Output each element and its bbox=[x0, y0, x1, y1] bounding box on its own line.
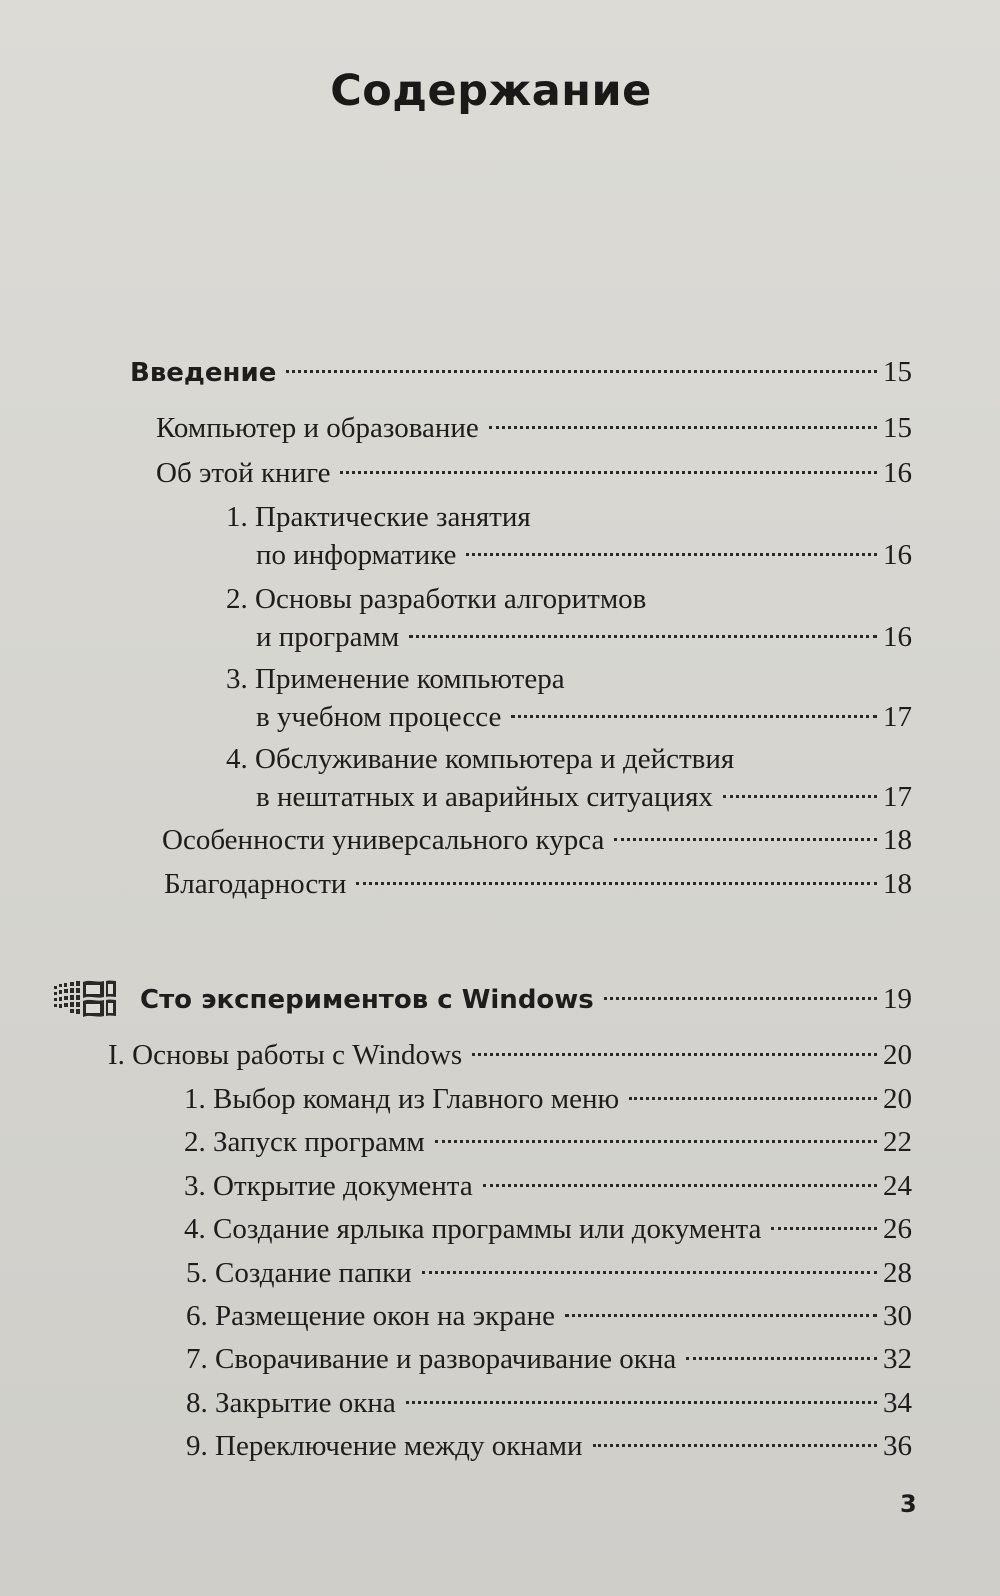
toc-label: Благодарности bbox=[164, 868, 347, 900]
toc-page-number: 34 bbox=[883, 1387, 912, 1419]
toc-label: и программ bbox=[256, 621, 400, 653]
toc-page-number: 28 bbox=[883, 1257, 912, 1289]
toc-label: 6. Размещение окон на экране bbox=[186, 1300, 555, 1332]
dot-leader bbox=[593, 1444, 877, 1447]
dot-leader bbox=[286, 370, 877, 373]
toc-entry bbox=[184, 1079, 912, 1119]
dot-leader bbox=[472, 1053, 877, 1056]
toc-page-number: 16 bbox=[883, 457, 912, 489]
toc-label: в нештатных и аварийных ситуациях bbox=[256, 781, 713, 813]
page-title: Содержание bbox=[330, 66, 652, 116]
dot-leader bbox=[435, 1140, 877, 1143]
dot-leader bbox=[483, 1184, 877, 1187]
dot-leader bbox=[565, 1314, 877, 1317]
toc-label: 2. Запуск программ bbox=[184, 1126, 425, 1158]
toc-entry bbox=[184, 1166, 912, 1206]
toc-entry bbox=[164, 864, 912, 904]
toc-page-number: 17 bbox=[883, 701, 912, 733]
toc-page-number: 36 bbox=[883, 1430, 912, 1462]
toc-entry bbox=[256, 617, 912, 657]
toc-label: 5. Создание папки bbox=[186, 1257, 412, 1289]
toc-entry-first-line: 3. Применение компьютера bbox=[226, 663, 565, 695]
toc-entry bbox=[186, 1296, 912, 1336]
dot-leader bbox=[614, 838, 877, 841]
toc-entry bbox=[184, 1209, 912, 1249]
toc-entry-first-line: 1. Практические занятия bbox=[226, 501, 531, 533]
toc-page-number: 16 bbox=[883, 621, 912, 653]
toc-entry bbox=[256, 697, 912, 737]
dot-leader bbox=[511, 715, 877, 718]
toc-page-number: 18 bbox=[883, 824, 912, 856]
toc-page-number: 20 bbox=[883, 1083, 912, 1115]
toc-heading-windows bbox=[140, 979, 912, 1019]
toc-page-number: 26 bbox=[883, 1213, 912, 1245]
toc-label: Введение bbox=[130, 358, 277, 388]
dot-leader bbox=[629, 1097, 877, 1100]
toc-entry bbox=[186, 1253, 912, 1293]
toc-label: 8. Закрытие окна bbox=[186, 1387, 396, 1419]
toc-entry bbox=[256, 535, 912, 575]
toc-label: 3. Открытие документа bbox=[184, 1170, 473, 1202]
toc-part bbox=[108, 1035, 912, 1075]
dot-leader bbox=[771, 1227, 877, 1230]
dot-leader bbox=[406, 1401, 877, 1404]
toc-entry bbox=[256, 777, 912, 817]
toc-page-number: 16 bbox=[883, 539, 912, 571]
toc-label: Об этой книге bbox=[156, 457, 331, 489]
toc-page-number: 22 bbox=[883, 1126, 912, 1158]
toc-label: Компьютер и образование bbox=[156, 412, 479, 444]
toc-entry-first-line: 4. Обслуживание компьютера и действия bbox=[226, 743, 735, 775]
toc-heading-introduction bbox=[130, 352, 912, 392]
toc-label: 4. Создание ярлыка программы или документа bbox=[184, 1213, 762, 1245]
toc-label: в учебном процессе bbox=[256, 701, 502, 733]
toc-entry bbox=[156, 408, 912, 448]
toc-entry bbox=[186, 1383, 912, 1423]
toc-page-number: 17 bbox=[883, 781, 912, 813]
toc-label: Особенности универсального курса bbox=[162, 824, 605, 856]
toc-entry bbox=[186, 1426, 912, 1466]
dot-leader bbox=[723, 795, 877, 798]
toc-entry bbox=[156, 453, 912, 493]
toc-label: 7. Сворачивание и разворачивание окна bbox=[186, 1343, 677, 1375]
toc-entry-first-line: 2. Основы разработки алгоритмов bbox=[226, 583, 647, 615]
dot-leader bbox=[409, 635, 877, 638]
toc-label: Сто экспериментов с Windows bbox=[140, 985, 594, 1015]
toc-page-number: 32 bbox=[883, 1343, 912, 1375]
dot-leader bbox=[489, 426, 877, 429]
page-number: 3 bbox=[900, 1490, 917, 1518]
toc-label: 1. Выбор команд из Главного меню bbox=[184, 1083, 620, 1115]
dot-leader bbox=[340, 471, 877, 474]
toc-page-number: 15 bbox=[883, 412, 912, 444]
toc-page-number: 30 bbox=[883, 1300, 912, 1332]
dot-leader bbox=[604, 997, 877, 1000]
toc-page-number: 24 bbox=[883, 1170, 912, 1202]
windows-logo-icon bbox=[52, 978, 118, 1022]
dot-leader bbox=[356, 882, 877, 885]
dot-leader bbox=[422, 1271, 877, 1274]
toc-entry bbox=[186, 1339, 912, 1379]
toc-page-number: 18 bbox=[883, 868, 912, 900]
dot-leader bbox=[466, 553, 877, 556]
toc-label: по информатике bbox=[256, 539, 457, 571]
toc-entry bbox=[184, 1122, 912, 1162]
dot-leader bbox=[686, 1357, 877, 1360]
toc-page-number: 20 bbox=[883, 1039, 912, 1071]
toc-entry bbox=[162, 820, 912, 860]
toc-label: I. Основы работы с Windows bbox=[108, 1039, 463, 1071]
toc-page-number: 15 bbox=[883, 356, 912, 388]
toc-page-number: 19 bbox=[883, 983, 912, 1015]
toc-label: 9. Переключение между окнами bbox=[186, 1430, 583, 1462]
